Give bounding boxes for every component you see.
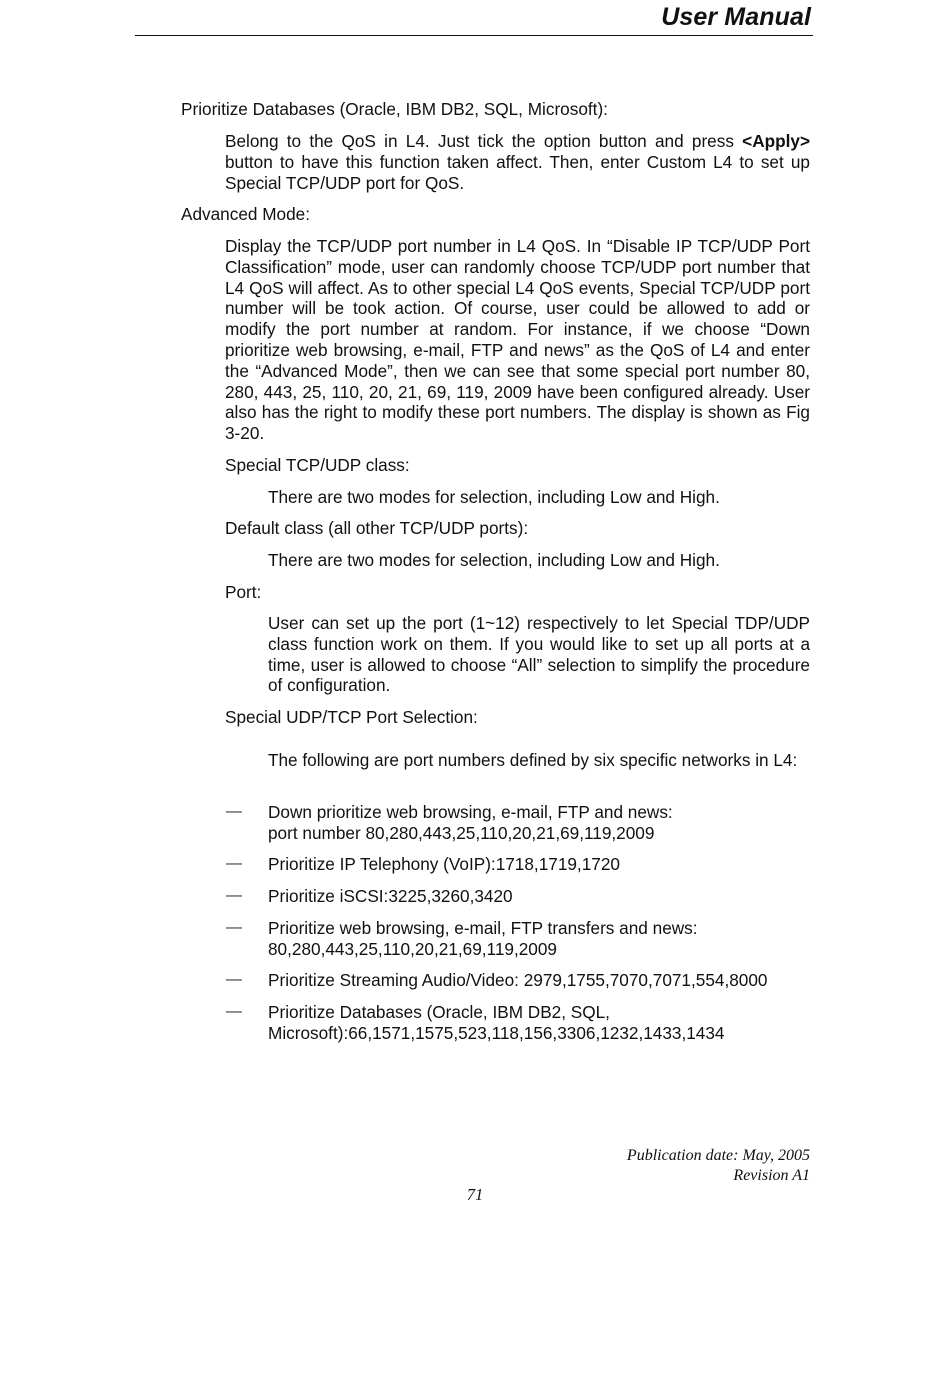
list-item-line: port number 80,280,443,25,110,20,21,69,119,2009 (268, 822, 655, 843)
section-body-prioritize-databases (225, 131, 810, 193)
page-number: 71 (466, 1185, 484, 1204)
section-body-special-class: There are two modes for selection, including Low and High. (268, 487, 720, 507)
list-item-line: Down prioritize web browsing, e-mail, FTP and news: (268, 802, 673, 822)
publication-date: Publication date: May, 2005 (626, 1147, 810, 1164)
list-dash: — (226, 803, 242, 820)
section-body-advanced-mode: Display the TCP/UDP port number in L4 QoS. In “Disable IP TCP/UDP Port Classification” mode, user can randomly choose TCP/UDP port number that L4 QoS will affect. As to other special L4 QoS events, Special TCP/UDP port number will be took action. Of course, user could be allowed to add or modify the port number at random. For instance, if we choose “Down prioritize web browsing, e-mail, FTP and news” as the QoS of L4 and enter the “Advanced Mode”, then we can see that some special port number 80, 280, 443, 25, 110, 20, 21, 69, 119, 2009 have been configured already. User also has the right to modify these port numbers. The display is shown as Fig 3-20. (225, 236, 810, 444)
body-text-part1: Belong to the QoS in L4. Just tick the option button and press (225, 131, 743, 151)
list-dash: — (226, 919, 242, 936)
revision: Revision A1 (733, 1166, 810, 1184)
list-item-line: 80,280,443,25,110,20,21,69,119,2009 (268, 938, 557, 959)
list-item (268, 918, 698, 960)
list-item-line: Microsoft):66,1571,1575,523,118,156,3306,1232,1433,1434 (268, 1022, 725, 1043)
list-item-line: Prioritize Streaming Audio/Video: 2979,1755,7070,7071,554,8000 (268, 970, 768, 990)
list-item (268, 802, 673, 844)
list-dash: — (226, 971, 242, 988)
body-text-part2: button to have this function taken affect. Then, enter Custom L4 to set up Special TCP/UDP port for QoS. (225, 151, 810, 193)
section-intro-port-selection: The following are port numbers defined by six specific networks in L4: (268, 750, 798, 770)
list-dash: — (226, 1003, 242, 1020)
header-divider (135, 35, 813, 36)
header-title: User Manual (661, 3, 811, 31)
section-heading-port: Port: (225, 582, 262, 602)
section-body-port: User can set up the port (1~12) respectively to let Special TDP/UDP class function work on them. If you would like to set up all ports at a time, user is allowed to choose “All” selection to simplify the procedure of configuration. (268, 613, 810, 696)
list-item (268, 886, 513, 907)
section-body-default-class: There are two modes for selection, including Low and High. (268, 550, 720, 570)
list-item-line: Prioritize iSCSI:3225,3260,3420 (268, 886, 513, 906)
list-dash: — (226, 887, 242, 904)
list-item (268, 854, 620, 875)
list-item (268, 1002, 724, 1044)
list-item-line: Prioritize IP Telephony (VoIP):1718,1719,1720 (268, 854, 620, 874)
section-heading-prioritize-databases: Prioritize Databases (Oracle, IBM DB2, SQL, Microsoft): (181, 99, 608, 119)
list-item-line: Prioritize web browsing, e-mail, FTP transfers and news: (268, 918, 698, 938)
section-heading-default-class: Default class (all other TCP/UDP ports): (225, 518, 529, 538)
list-item (268, 970, 767, 991)
section-heading-advanced-mode: Advanced Mode: (181, 204, 310, 224)
apply-button-reference: <Apply> (742, 131, 810, 151)
section-heading-special-class: Special TCP/UDP class: (225, 455, 410, 475)
list-item-line: Prioritize Databases (Oracle, IBM DB2, SQL, (268, 1002, 610, 1022)
list-dash: — (226, 855, 242, 872)
publication-info (627, 1146, 810, 1185)
section-heading-port-selection: Special UDP/TCP Port Selection: (225, 707, 478, 727)
